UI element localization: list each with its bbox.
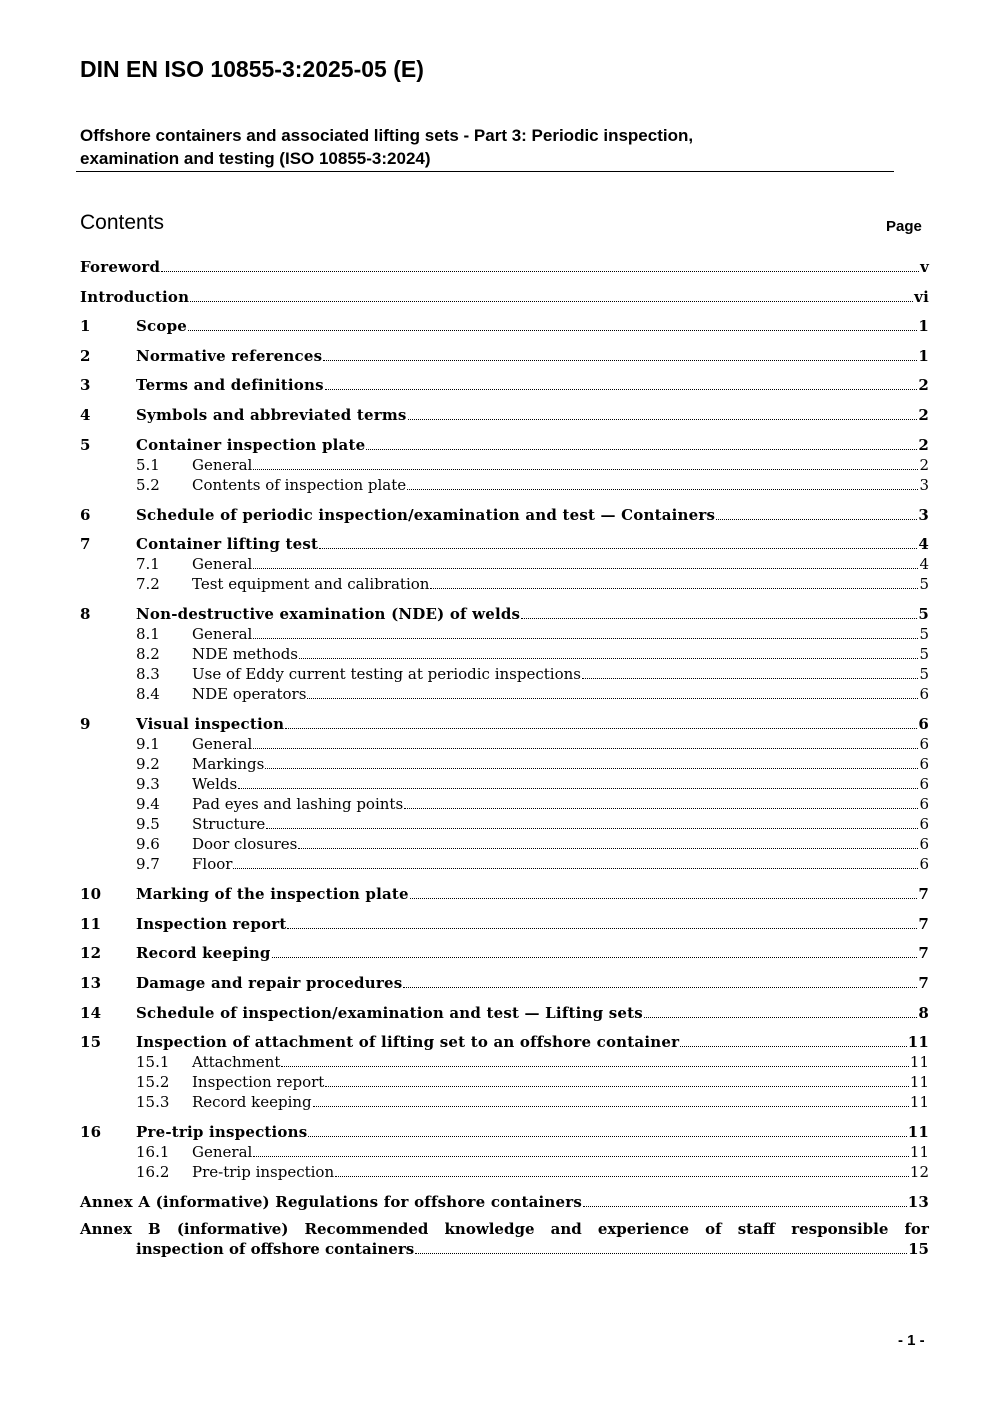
annex-b-word: Recommended bbox=[304, 1220, 429, 1238]
toc-number: 3 bbox=[80, 376, 91, 394]
toc-entry[interactable] bbox=[80, 794, 929, 814]
toc-number: 7.1 bbox=[136, 555, 160, 573]
dot-leader bbox=[319, 548, 917, 549]
toc-title: General bbox=[192, 456, 253, 474]
toc-number: 16.2 bbox=[136, 1163, 170, 1181]
subtitle-line-1: Offshore containers and associated lifting sets - Part 3: Periodic inspection, bbox=[80, 126, 694, 145]
toc-page: 4 bbox=[919, 555, 929, 573]
toc-page: vi bbox=[914, 288, 929, 306]
toc-title: Inspection report bbox=[192, 1073, 325, 1091]
toc-number: 9.7 bbox=[136, 855, 160, 873]
dot-leader bbox=[521, 618, 917, 619]
toc-title: Symbols and abbreviated terms bbox=[136, 406, 407, 424]
toc-number: 6 bbox=[80, 506, 91, 524]
toc-entry[interactable] bbox=[80, 316, 929, 336]
dot-leader bbox=[716, 519, 917, 520]
toc-entry[interactable] bbox=[80, 435, 929, 455]
toc-page: 11 bbox=[907, 1123, 929, 1141]
toc-entry[interactable] bbox=[80, 455, 929, 475]
dot-leader bbox=[253, 1156, 909, 1157]
toc-title: Attachment bbox=[192, 1053, 281, 1071]
toc-title: Non-destructive examination (NDE) of welds bbox=[136, 605, 521, 623]
toc-title: Schedule of inspection/examination and test — Lifting sets bbox=[136, 1004, 643, 1022]
dot-leader bbox=[281, 1066, 908, 1067]
dot-leader bbox=[253, 469, 918, 470]
toc-title: Record keeping bbox=[192, 1093, 312, 1111]
toc-number: 2 bbox=[80, 347, 91, 365]
toc-number: 8.2 bbox=[136, 645, 160, 663]
dot-leader bbox=[287, 928, 917, 929]
toc-page: 11 bbox=[909, 1053, 929, 1071]
dot-leader bbox=[298, 848, 918, 849]
toc-number: 8 bbox=[80, 605, 91, 623]
toc-entry[interactable] bbox=[80, 287, 929, 307]
toc-entry[interactable] bbox=[80, 714, 929, 734]
toc-page: 2 bbox=[918, 376, 929, 394]
toc-entry[interactable] bbox=[80, 1162, 929, 1182]
toc-title: Inspection of attachment of lifting set to an offshore container bbox=[136, 1033, 680, 1051]
annex-b-word: B bbox=[148, 1220, 161, 1238]
toc-entry[interactable] bbox=[80, 554, 929, 574]
toc-page: 5 bbox=[919, 625, 929, 643]
toc-page: 7 bbox=[918, 915, 929, 933]
toc-number: 15 bbox=[80, 1033, 102, 1051]
toc-entry[interactable] bbox=[80, 644, 929, 664]
toc-entry-annex-b[interactable] bbox=[80, 1219, 929, 1259]
toc-entry[interactable] bbox=[80, 1142, 929, 1162]
dot-leader bbox=[307, 698, 918, 699]
dot-leader bbox=[299, 658, 918, 659]
toc-number: 7.2 bbox=[136, 575, 160, 593]
toc-number: 11 bbox=[80, 915, 102, 933]
toc-number: 9 bbox=[80, 715, 91, 733]
document-title: DIN EN ISO 10855-3:2025-05 (E) bbox=[80, 56, 424, 82]
toc-number: 5.1 bbox=[136, 456, 160, 474]
toc-title: Welds bbox=[192, 775, 238, 793]
dot-leader bbox=[190, 301, 913, 302]
dot-leader bbox=[335, 1176, 909, 1177]
toc-title: Container lifting test bbox=[136, 535, 319, 553]
toc-page: 4 bbox=[918, 535, 929, 553]
dot-leader bbox=[161, 271, 919, 272]
toc-entry[interactable] bbox=[80, 257, 929, 277]
toc-number: 8.3 bbox=[136, 665, 160, 683]
dot-leader bbox=[238, 788, 918, 789]
toc-entry[interactable] bbox=[80, 1003, 929, 1023]
annex-b-title-cont: inspection of offshore containers bbox=[136, 1240, 415, 1258]
toc-title: Pre-trip inspections bbox=[136, 1123, 308, 1141]
toc-page: 6 bbox=[919, 685, 929, 703]
toc-page: 1 bbox=[918, 347, 929, 365]
toc-entry[interactable] bbox=[80, 734, 929, 754]
dot-leader bbox=[404, 808, 918, 809]
toc-page: 11 bbox=[907, 1033, 929, 1051]
toc-page: 8 bbox=[918, 1004, 929, 1022]
toc-title: Terms and definitions bbox=[136, 376, 324, 394]
dot-leader bbox=[285, 728, 917, 729]
toc-page: 6 bbox=[919, 735, 929, 753]
annex-b-line-2 bbox=[80, 1239, 929, 1259]
toc-entry[interactable] bbox=[80, 774, 929, 794]
toc-entry[interactable] bbox=[80, 834, 929, 854]
toc-entry[interactable] bbox=[80, 1052, 929, 1072]
toc-number: 15.3 bbox=[136, 1093, 170, 1111]
toc-page: 13 bbox=[907, 1193, 929, 1211]
toc-page: 7 bbox=[918, 944, 929, 962]
toc-number: 9.1 bbox=[136, 735, 160, 753]
toc-page: 15 bbox=[908, 1240, 929, 1258]
toc-title: Pad eyes and lashing points bbox=[192, 795, 404, 813]
toc-number: 10 bbox=[80, 885, 102, 903]
toc-page: 7 bbox=[918, 974, 929, 992]
dot-leader bbox=[415, 1253, 907, 1254]
toc-title: Foreword bbox=[80, 258, 161, 276]
document-subtitle bbox=[80, 124, 880, 170]
toc-page: 5 bbox=[919, 645, 929, 663]
toc-title: Structure bbox=[192, 815, 266, 833]
toc-entry[interactable] bbox=[80, 475, 929, 495]
toc-number: 14 bbox=[80, 1004, 102, 1022]
toc-title: Container inspection plate bbox=[136, 436, 366, 454]
toc-title: Markings bbox=[192, 755, 265, 773]
toc-number: 5.2 bbox=[136, 476, 160, 494]
toc-page: 1 bbox=[918, 317, 929, 335]
dot-leader bbox=[253, 568, 918, 569]
toc-entry[interactable] bbox=[80, 1122, 929, 1142]
toc-page: 6 bbox=[919, 855, 929, 873]
dot-leader bbox=[408, 419, 918, 420]
toc-page: 11 bbox=[909, 1073, 929, 1091]
toc-title: NDE operators bbox=[192, 685, 307, 703]
toc-title: General bbox=[192, 735, 253, 753]
toc-number: 5 bbox=[80, 436, 91, 454]
toc-title: Contents of inspection plate bbox=[192, 476, 407, 494]
dot-leader bbox=[308, 1136, 906, 1137]
toc-entry[interactable] bbox=[80, 754, 929, 774]
toc-entry[interactable] bbox=[80, 534, 929, 554]
toc-number: 4 bbox=[80, 406, 91, 424]
toc-title: Introduction bbox=[80, 288, 190, 306]
dot-leader bbox=[407, 489, 918, 490]
toc-title: Inspection report bbox=[136, 915, 287, 933]
toc-page: 6 bbox=[919, 775, 929, 793]
toc-title: Visual inspection bbox=[136, 715, 285, 733]
toc-entry[interactable] bbox=[80, 814, 929, 834]
dot-leader bbox=[253, 638, 918, 639]
toc-entry[interactable] bbox=[80, 346, 929, 366]
toc-title: Annex A (informative) Regulations for offshore containers bbox=[80, 1193, 583, 1211]
toc-entry[interactable] bbox=[80, 973, 929, 993]
toc-title: Door closures bbox=[192, 835, 298, 853]
toc-page: v bbox=[920, 258, 929, 276]
toc-title: Pre-trip inspection bbox=[192, 1163, 335, 1181]
page-number: - 1 - bbox=[898, 1332, 925, 1349]
dot-leader bbox=[325, 1086, 909, 1087]
toc-title: General bbox=[192, 1143, 253, 1161]
annex-b-word: responsible bbox=[791, 1220, 889, 1238]
toc-entry[interactable] bbox=[80, 854, 929, 874]
annex-b-word: Annex bbox=[80, 1220, 132, 1238]
toc-number: 13 bbox=[80, 974, 102, 992]
toc-page: 2 bbox=[918, 406, 929, 424]
dot-leader bbox=[583, 1206, 907, 1207]
toc-entry[interactable] bbox=[80, 375, 929, 395]
toc-number: 16.1 bbox=[136, 1143, 170, 1161]
dot-leader bbox=[265, 768, 918, 769]
toc-entry[interactable] bbox=[80, 1032, 929, 1052]
toc-entry[interactable] bbox=[80, 574, 929, 594]
toc-entry[interactable] bbox=[80, 914, 929, 934]
toc-title: NDE methods bbox=[192, 645, 298, 663]
toc-number: 8.4 bbox=[136, 685, 160, 703]
page-column-label: Page bbox=[886, 218, 922, 235]
toc-title: Marking of the inspection plate bbox=[136, 885, 409, 903]
toc-page: 7 bbox=[918, 885, 929, 903]
annex-b-word: of bbox=[705, 1220, 722, 1238]
subtitle-line-2: examination and testing (ISO 10855-3:2024) bbox=[80, 149, 431, 168]
toc-number: 15.2 bbox=[136, 1073, 170, 1091]
dot-leader bbox=[233, 868, 918, 869]
toc-title: General bbox=[192, 555, 253, 573]
dot-leader bbox=[272, 957, 918, 958]
dot-leader bbox=[403, 987, 917, 988]
toc-title: Use of Eddy current testing at periodic inspections bbox=[192, 665, 581, 683]
toc-page: 3 bbox=[918, 506, 929, 524]
toc-page: 6 bbox=[919, 815, 929, 833]
toc-page: 5 bbox=[919, 665, 929, 683]
dot-leader bbox=[313, 1106, 909, 1107]
annex-b-word: staff bbox=[737, 1220, 776, 1238]
toc-title: Floor bbox=[192, 855, 233, 873]
toc-page: 11 bbox=[909, 1093, 929, 1111]
toc-page: 11 bbox=[909, 1143, 929, 1161]
toc-title: General bbox=[192, 625, 253, 643]
toc-number: 9.4 bbox=[136, 795, 160, 813]
toc-number: 16 bbox=[80, 1123, 102, 1141]
dot-leader bbox=[680, 1046, 907, 1047]
toc-entry[interactable] bbox=[80, 604, 929, 624]
toc-title: Test equipment and calibration bbox=[192, 575, 430, 593]
dot-leader bbox=[410, 898, 918, 899]
toc-page: 3 bbox=[919, 476, 929, 494]
toc-number: 9.5 bbox=[136, 815, 160, 833]
toc-page: 2 bbox=[919, 456, 929, 474]
toc-entry[interactable] bbox=[80, 1192, 929, 1212]
dot-leader bbox=[325, 389, 918, 390]
dot-leader bbox=[188, 330, 917, 331]
toc-page: 6 bbox=[919, 755, 929, 773]
toc-page: 6 bbox=[918, 715, 929, 733]
toc-title: Damage and repair procedures bbox=[136, 974, 403, 992]
dot-leader bbox=[266, 828, 918, 829]
toc-entry[interactable] bbox=[80, 943, 929, 963]
dot-leader bbox=[430, 588, 918, 589]
toc-page: 6 bbox=[919, 835, 929, 853]
annex-b-word: for bbox=[904, 1220, 929, 1238]
annex-b-word: experience bbox=[597, 1220, 690, 1238]
dot-leader bbox=[644, 1017, 917, 1018]
toc-page: 5 bbox=[918, 605, 929, 623]
annex-b-word: and bbox=[550, 1220, 582, 1238]
dot-leader bbox=[323, 360, 917, 361]
toc-number: 12 bbox=[80, 944, 102, 962]
toc-page: 5 bbox=[919, 575, 929, 593]
toc-title: Normative references bbox=[136, 347, 323, 365]
toc-number: 9.3 bbox=[136, 775, 160, 793]
dot-leader bbox=[582, 678, 918, 679]
toc-number: 7 bbox=[80, 535, 91, 553]
annex-b-word: knowledge bbox=[444, 1220, 535, 1238]
toc-entry[interactable] bbox=[80, 624, 929, 644]
toc-number: 1 bbox=[80, 317, 91, 335]
dot-leader bbox=[366, 449, 917, 450]
toc-number: 8.1 bbox=[136, 625, 160, 643]
toc-number: 9.6 bbox=[136, 835, 160, 853]
toc-page: 6 bbox=[919, 795, 929, 813]
title-rule bbox=[76, 171, 894, 172]
annex-b-word: (informative) bbox=[176, 1220, 289, 1238]
toc-entry[interactable] bbox=[80, 1072, 929, 1092]
contents-heading: Contents bbox=[80, 211, 165, 234]
annex-b-line-1 bbox=[80, 1219, 929, 1239]
toc-title: Scope bbox=[136, 317, 188, 335]
toc-entry[interactable] bbox=[80, 684, 929, 704]
toc-number: 15.1 bbox=[136, 1053, 170, 1071]
toc-entry[interactable] bbox=[80, 1092, 929, 1112]
toc-entry[interactable] bbox=[80, 405, 929, 425]
toc-title: Schedule of periodic inspection/examination and test — Containers bbox=[136, 506, 716, 524]
toc-entry[interactable] bbox=[80, 505, 929, 525]
dot-leader bbox=[253, 748, 918, 749]
toc-page: 12 bbox=[909, 1163, 929, 1181]
toc-entry[interactable] bbox=[80, 884, 929, 904]
toc-number: 9.2 bbox=[136, 755, 160, 773]
toc-page: 2 bbox=[918, 436, 929, 454]
toc-title: Record keeping bbox=[136, 944, 271, 962]
toc-entry[interactable] bbox=[80, 664, 929, 684]
